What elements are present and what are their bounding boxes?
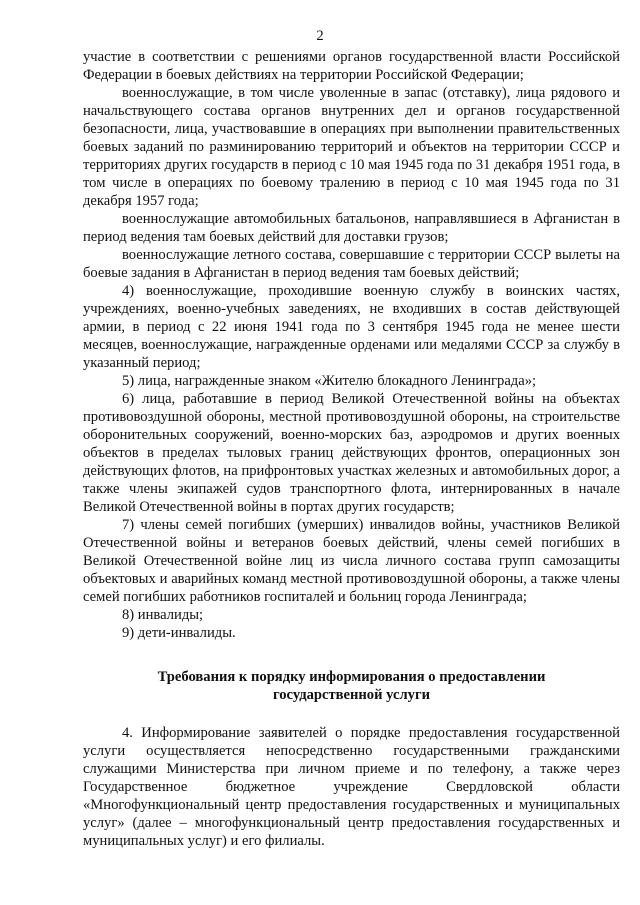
- page-number: 2: [316, 28, 324, 44]
- paragraph-servicemen: военнослужащие, в том числе уволенные в запас (отставку), лица рядового и начальствующего состава органов внутренних дел и органов государственной безопасности, лица, участвовавшие в операциях при выполнении правительственных боевых заданий по разминированию территорий и объектов на территории СССР и территориях других государств в период с 10 мая 1945 года по 31 декабря 1951 года, в том числе в операциях по боевому тралению в период с 10 мая 1945 года по 31 декабря 1957 года;: [83, 85, 620, 209]
- paragraph-auto-battalions: военнослужащие автомобильных батальонов, направлявшиеся в Афганистан в период ведения там боевых действий для доставки грузов;: [83, 211, 620, 245]
- paragraph-item-8: 8) инвалиды;: [122, 607, 204, 623]
- document-body: [83, 48, 620, 850]
- paragraph-item-9: 9) дети-инвалиды.: [122, 625, 236, 641]
- paragraph-flight-crew: военнослужащие летного состава, совершавшие с территории СССР вылеты на боевые задания в Афганистан в период ведения там боевых действий;: [83, 247, 620, 281]
- paragraph-item-4: 4) военнослужащие, проходившие военную службу в воинских частях, учреждениях, военно-учебных заведениях, не входивших в состав действующей армии, в период с 22 июня 1941 года по 3 сентября 1945 года не менее шести месяцев, военнослужащие, награжденные орденами или медалями СССР за службу в указанный период;: [83, 283, 620, 371]
- paragraph-continuation: участие в соответствии с решениями органов государственной власти Российской Федерации в боевых действиях на территории Российской Федерации;: [83, 49, 620, 83]
- section-heading-line1: Требования к порядку информирования о предоставлении: [157, 669, 546, 685]
- section-heading-line2: государственной услуги: [272, 687, 431, 703]
- paragraph-informing: 4. Информирование заявителей о порядке предоставления государственной услуги осуществляется непосредственно государственными гражданскими служащими Министерства при личном приеме и по телефону, а также через Государственное бюджетное учреждение Свердловской области «Многофункциональный центр предоставления государственных и муниципальных услуг» (далее – многофункциональный центр предоставления государственных и муниципальных услуг) и его филиалы.: [83, 725, 620, 849]
- section-heading: [83, 668, 620, 704]
- paragraph-item-5: 5) лица, награжденные знаком «Жителю блокадного Ленинграда»;: [122, 373, 537, 389]
- paragraph-item-6: 6) лица, работавшие в период Великой Отечественной войны на объектах противовоздушной обороны, местной противовоздушной обороны, на строительстве оборонительных сооружений, военно-морских баз, аэродромов и других военных объектов в пределах тыловых границ действующих фронтов, операционных зон действующих флотов, на прифронтовых участках железных и автомобильных дорог, а также члены экипажей судов транспортного флота, интернированных в начале Великой Отечественной войны в портах других государств;: [83, 391, 620, 515]
- paragraph-item-7: 7) члены семей погибших (умерших) инвалидов войны, участников Великой Отечественной войны и ветеранов боевых действий, члены семей погибших в Великой Отечественной войне лиц из числа личного состава групп самозащиты объектовых и аварийных команд местной противовоздушной обороны, а также члены семей погибших работников госпиталей и больниц города Ленинграда;: [83, 517, 620, 605]
